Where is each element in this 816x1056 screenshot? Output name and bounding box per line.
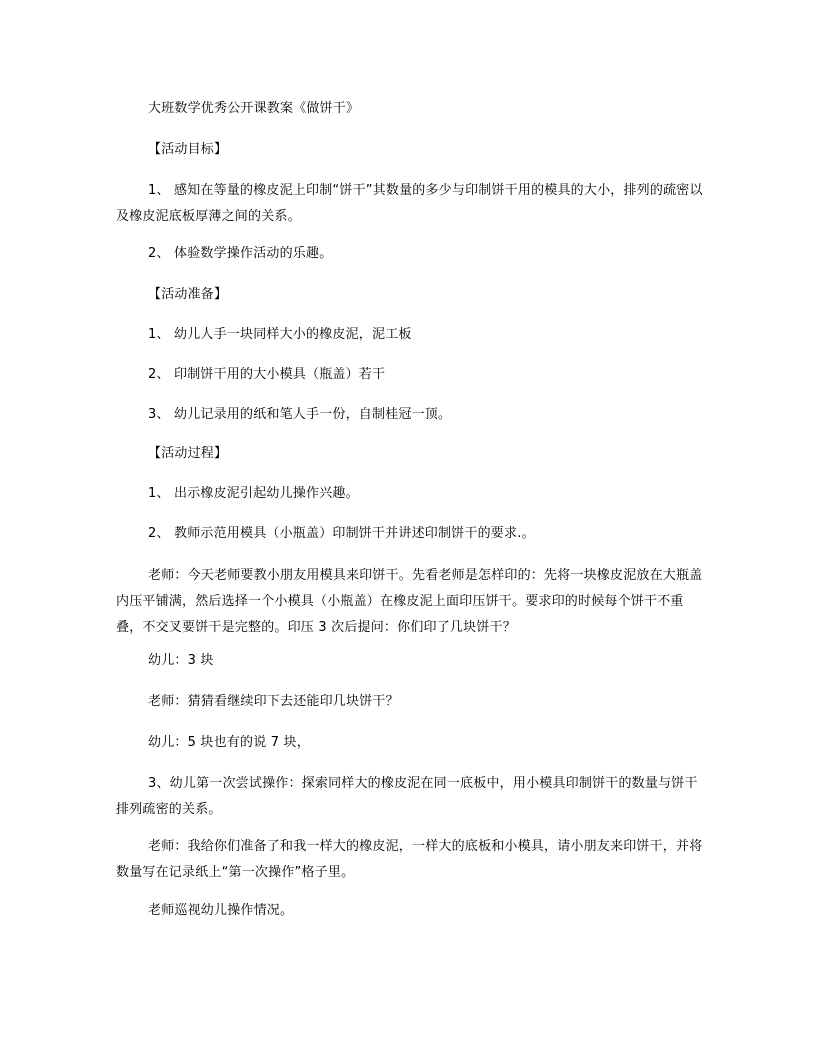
prep-item-2: 2、 印制饼干用的大小模具（瓶盖）若干 — [148, 367, 386, 382]
dialog-paragraph-1: 老师：今天老师要教小朋友用模具来印饼干。先看老师是怎样印的：先将一块橡皮泥放在大瓶盖内压平铺满，然后选择一个小模具（小瓶盖）在橡皮泥上面印压饼干。要求印的时候每个饼干不重叠，不交叉要饼干是完整的。印压 3 次后提问：你们印了几块饼干？ — [116, 568, 703, 635]
process-item-1: 1、 出示橡皮泥引起幼儿操作兴趣。 — [148, 486, 359, 501]
prep-item-1: 1、 幼儿人手一块同样大小的橡皮泥，泥工板 — [148, 327, 412, 342]
prep-item-3: 3、 幼儿记录用的纸和笔人手一份，自制桂冠一顶。 — [148, 407, 452, 422]
section-heading-prep: 【活动准备】 — [148, 287, 228, 302]
dialog-paragraph-4: 幼儿：5 块也有的说 7 块， — [148, 735, 310, 750]
dialog-paragraph-2: 幼儿：3 块 — [148, 653, 214, 668]
dialog-paragraph-5: 老师：我给你们准备了和我一样大的橡皮泥，一样大的底板和小模具，请小朋友来印饼干，并将数量写在记录纸上“第一次操作”格子里。 — [116, 839, 703, 880]
process-item-2: 2、 教师示范用模具（小瓶盖）印制饼干并讲述印制饼干的要求.。 — [148, 526, 535, 541]
goal-item-1: 1、 感知在等量的橡皮泥上印制“饼干”其数量的多少与印制饼干用的模具的大小，排列的疏密以及橡皮泥底板厚薄之间的关系。 — [116, 183, 703, 224]
document-title: 大班数学优秀公开课教案《做饼干》 — [148, 101, 360, 116]
process-item-3: 3、幼儿第一次尝试操作：探索同样大的橡皮泥在同一底板中，用小模具印制饼干的数量与饼干排列疏密的关系。 — [116, 776, 698, 817]
goal-item-2: 2、 体验数学操作活动的乐趣。 — [148, 246, 333, 261]
dialog-paragraph-6: 老师巡视幼儿操作情况。 — [148, 903, 294, 918]
dialog-paragraph-3: 老师：猜猜看继续印下去还能印几块饼干？ — [148, 694, 399, 709]
section-heading-process: 【活动过程】 — [148, 446, 228, 461]
section-heading-goal: 【活动目标】 — [148, 142, 228, 157]
